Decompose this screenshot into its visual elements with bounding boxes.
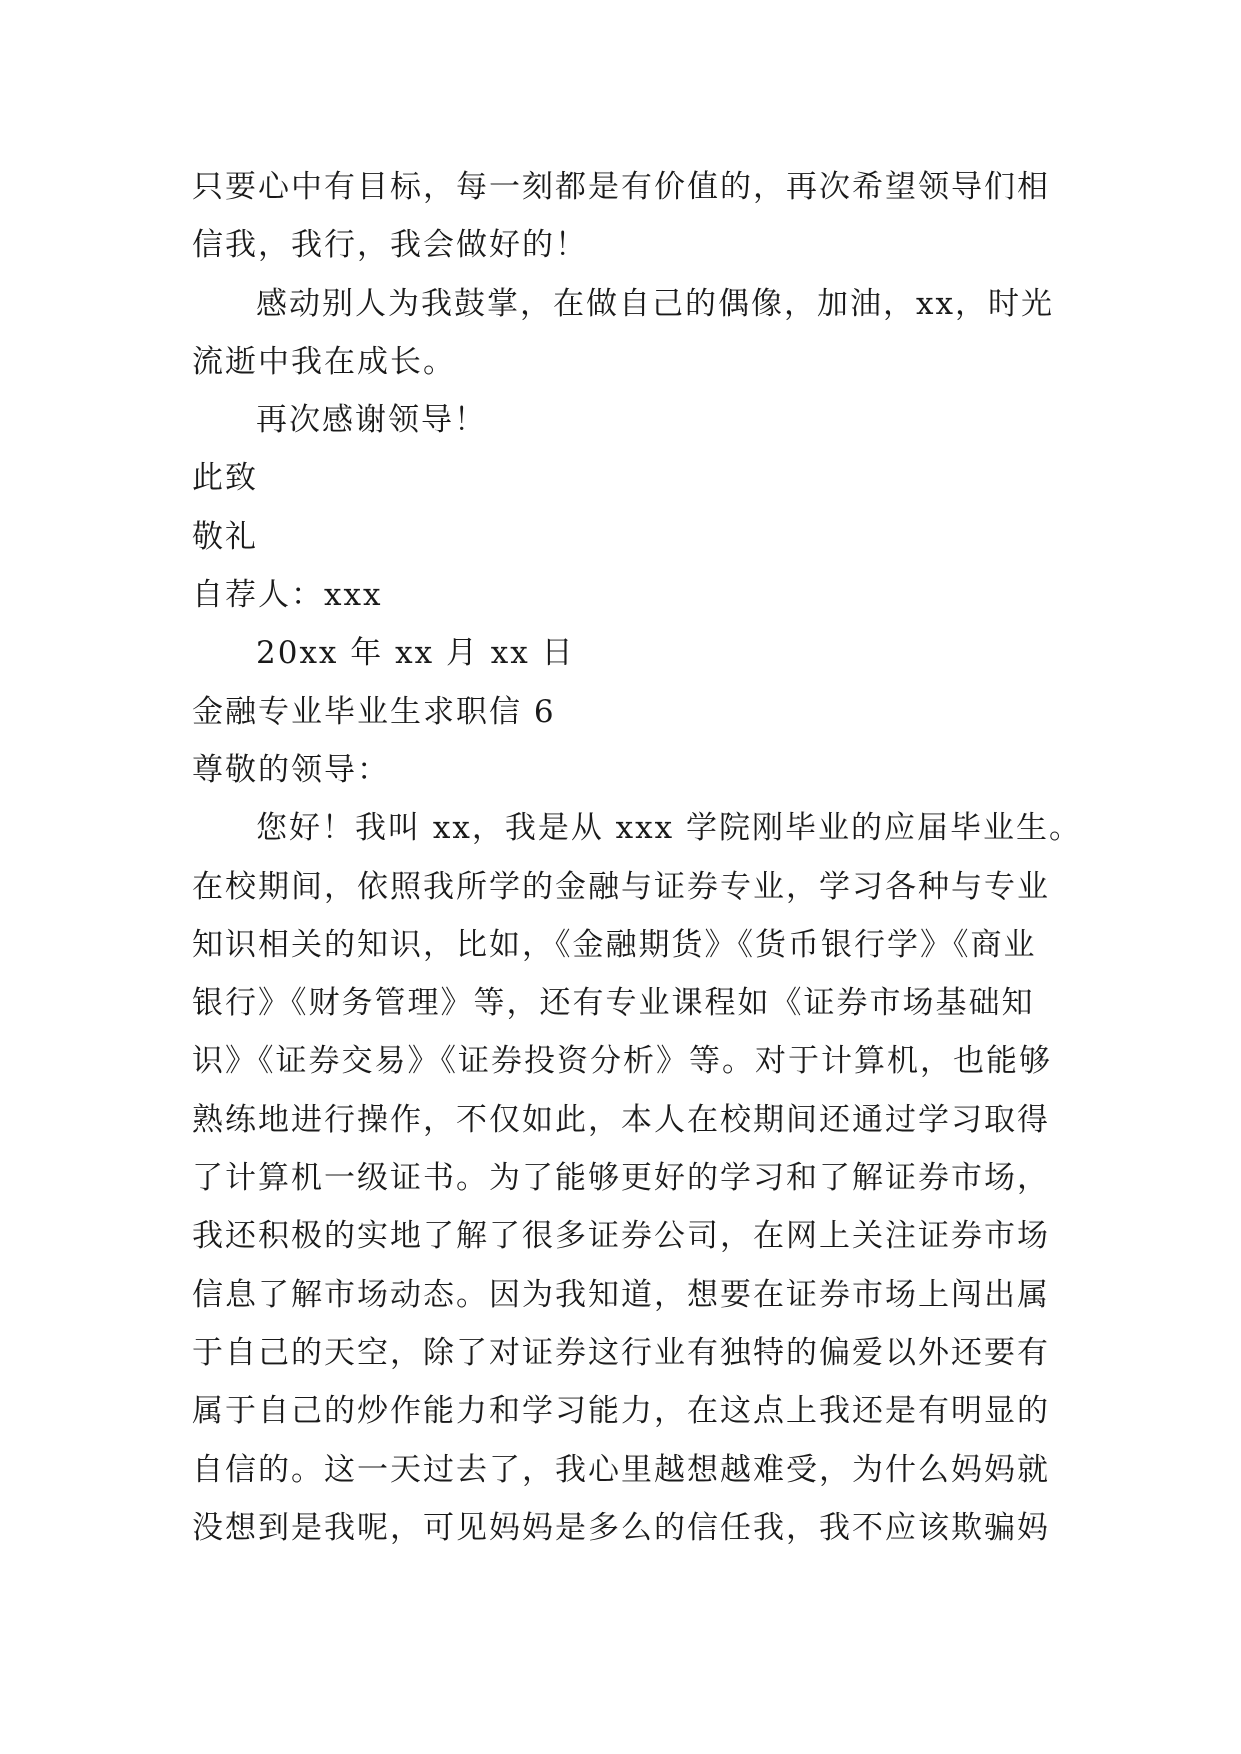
- text-line: 感动别人为我鼓掌，在做自己的偶像，加油，xx，时光: [256, 285, 1054, 322]
- text-line: 流逝中我在成长。: [192, 343, 456, 380]
- document-body: [192, 158, 1082, 1557]
- text-line: 我还积极的实地了解了很多证券公司，在网上关注证券市场: [192, 1218, 1050, 1255]
- text-line: 没想到是我呢，可见妈妈是多么的信任我，我不应该欺骗妈: [192, 1509, 1050, 1546]
- text-line: 信息了解市场动态。因为我知道，想要在证券市场上闯出属: [192, 1276, 1050, 1313]
- closing-regards: 敬礼: [192, 518, 258, 555]
- signature-line: 自荐人：xxx: [192, 577, 383, 614]
- text-line: 您好！我叫 xx，我是从 xxx 学院刚毕业的应届毕业生。: [256, 810, 1082, 847]
- text-line: 再次感谢领导！: [256, 402, 487, 439]
- text-line: 自信的。这一天过去了，我心里越想越难受，为什么妈妈就: [192, 1451, 1050, 1488]
- greeting: 尊敬的领导：: [192, 751, 390, 788]
- text-line: 信我，我行，我会做好的！: [192, 227, 588, 264]
- text-line: 在校期间，依照我所学的金融与证券专业，学习各种与专业: [192, 868, 1050, 905]
- text-line: 知识相关的知识，比如，《金融期货》《货币银行学》《商业: [192, 926, 1037, 963]
- text-line: 只要心中有目标，每一刻都是有价值的，再次希望领导们相: [192, 169, 1050, 205]
- date-line: 20xx 年 xx 月 xx 日: [256, 635, 575, 672]
- text-line: 属于自己的炒作能力和学习能力，在这点上我还是有明显的: [192, 1393, 1050, 1430]
- closing-salutation: 此致: [192, 460, 258, 497]
- text-line: 熟练地进行操作，不仅如此，本人在校期间还通过学习取得: [192, 1101, 1050, 1138]
- text-line: 于自己的天空，除了对证券这行业有独特的偏爱以外还要有: [192, 1334, 1050, 1371]
- text-line: 银行》《财务管理》等，还有专业课程如《证券市场基础知: [192, 985, 1035, 1022]
- section-title: 金融专业毕业生求职信 6: [192, 693, 556, 730]
- text-line: 了计算机一级证书。为了能够更好的学习和了解证券市场，: [192, 1160, 1050, 1197]
- text-line: 识》《证券交易》《证券投资分析》等。对于计算机，也能够: [192, 1043, 1052, 1080]
